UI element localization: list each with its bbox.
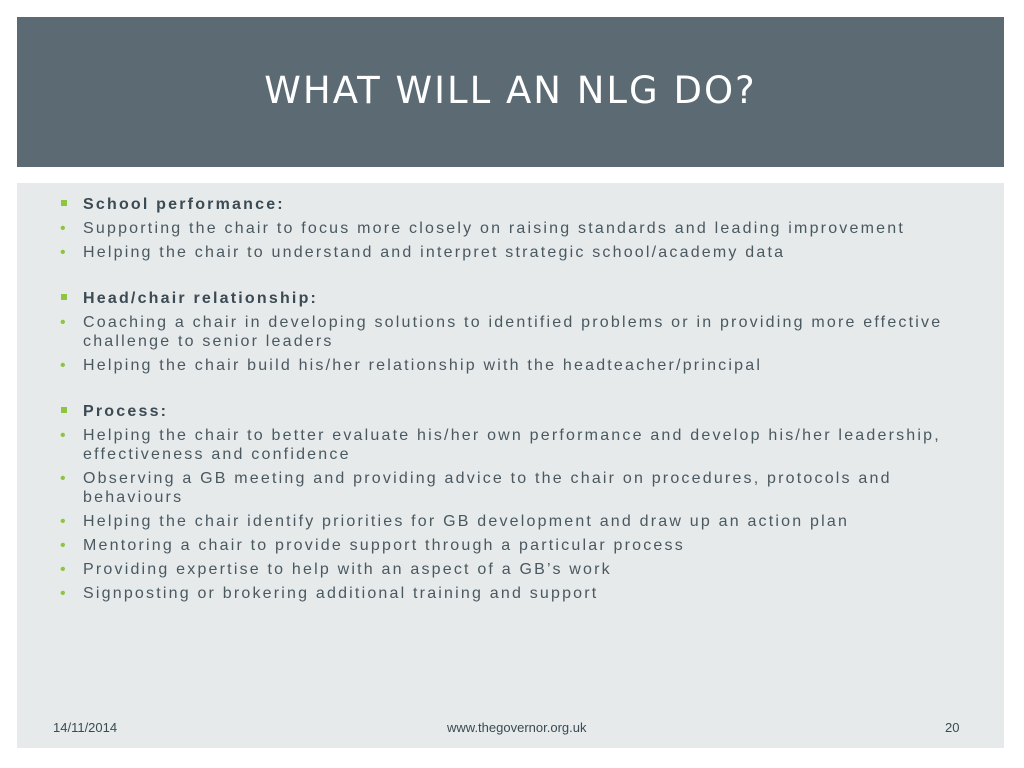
section-school-performance	[57, 195, 987, 262]
bullet-text: Helping the chair to better evaluate his/her own performance and develop his/her leadership, effectiveness and confidence	[83, 427, 941, 463]
dot-bullet-icon: •	[60, 220, 68, 237]
section-head-chair-relationship	[57, 289, 987, 375]
dot-bullet-icon: •	[60, 314, 68, 331]
dot-bullet-icon: •	[60, 427, 68, 444]
content-panel	[17, 183, 1004, 748]
bullet-text: Helping the chair build his/her relationship with the headteacher/principal	[83, 357, 763, 374]
section-process	[57, 402, 987, 603]
section-heading	[57, 402, 987, 421]
bullet-item	[57, 313, 987, 351]
dot-bullet-icon: •	[60, 585, 68, 602]
section-heading-text: School performance:	[83, 196, 285, 213]
bullet-item	[57, 243, 987, 262]
title-banner	[17, 17, 1004, 167]
dot-bullet-icon: •	[60, 561, 68, 578]
bullet-text: Helping the chair identify priorities for GB development and draw up an action plan	[83, 513, 850, 530]
bullet-text: Supporting the chair to focus more closely on raising standards and leading improvement	[83, 220, 905, 237]
bullet-text: Signposting or brokering additional training and support	[83, 585, 599, 602]
section-heading	[57, 195, 987, 214]
bullet-item	[57, 426, 987, 464]
bullet-item	[57, 560, 987, 579]
dot-bullet-icon: •	[60, 357, 68, 374]
square-bullet-icon	[61, 294, 67, 300]
section-heading-text: Process:	[83, 403, 169, 420]
dot-bullet-icon: •	[60, 537, 68, 554]
slide-title: WHAT WILL AN NLG DO?	[264, 69, 757, 112]
bullet-text: Observing a GB meeting and providing advice to the chair on procedures, protocols and behaviours	[83, 470, 892, 506]
section-heading-text: Head/chair relationship:	[83, 290, 319, 307]
bullet-item	[57, 584, 987, 603]
dot-bullet-icon: •	[60, 244, 68, 261]
dot-bullet-icon: •	[60, 513, 68, 530]
bullet-item	[57, 512, 987, 531]
footer-url: www.thegovernor.org.uk	[447, 720, 587, 735]
bullet-text: Coaching a chair in developing solutions to identified problems or in providing more effective challenge to senior leaders	[83, 314, 943, 350]
bullet-item	[57, 219, 987, 238]
bullet-item	[57, 356, 987, 375]
bullet-text: Providing expertise to help with an aspect of a GB’s work	[83, 561, 612, 578]
square-bullet-icon	[61, 407, 67, 413]
square-bullet-icon	[61, 200, 67, 206]
dot-bullet-icon: •	[60, 470, 68, 487]
footer-page-number: 20	[945, 720, 960, 735]
bullet-item	[57, 536, 987, 555]
footer-date: 14/11/2014	[53, 720, 118, 735]
bullet-item	[57, 469, 987, 507]
section-heading	[57, 289, 987, 308]
bullet-text: Mentoring a chair to provide support through a particular process	[83, 537, 685, 554]
bullet-list	[57, 195, 987, 630]
bullet-text: Helping the chair to understand and interpret strategic school/academy data	[83, 244, 786, 261]
